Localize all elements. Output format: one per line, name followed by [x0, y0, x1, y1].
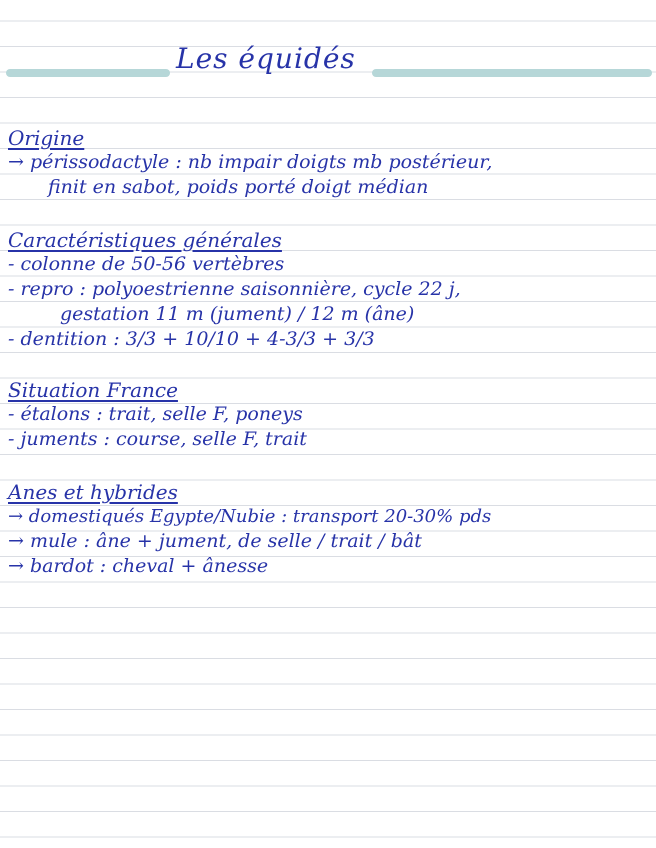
page-title: Les équidés [176, 42, 356, 75]
note-line: - repro : polyoestrienne saisonnière, cycle 22 j, [8, 278, 461, 300]
note-line: → périssodactyle : nb impair doigts mb postérieur, [8, 151, 493, 173]
section-heading: Origine [8, 126, 85, 150]
section-situation-france [8, 378, 307, 452]
note-line: - étalons : trait, selle F, poneys [8, 403, 303, 425]
section-caracteristiques [8, 228, 461, 352]
section-heading: Situation France [8, 378, 178, 402]
title-row [0, 40, 656, 80]
section-heading: Caractéristiques générales [8, 228, 282, 252]
note-line: gestation 11 m (jument) / 12 m (âne) [60, 303, 415, 325]
section-heading: Anes et hybrides [8, 480, 178, 504]
note-line: - juments : course, selle F, trait [8, 428, 307, 450]
section-anes-hybrides [8, 480, 491, 579]
note-line: - colonne de 50-56 vertèbres [8, 253, 285, 275]
note-line: finit en sabot, poids porté doigt médian [48, 176, 429, 198]
title-highlight-left [6, 69, 170, 77]
section-origine [8, 126, 492, 200]
note-line: → bardot : cheval + ânesse [8, 555, 269, 577]
title-highlight-right [372, 69, 652, 77]
note-line: - dentition : 3/3 + 10/10 + 4-3/3 + 3/3 [8, 328, 375, 350]
note-line: → domestiqués Egypte/Nubie : transport 20-30% pds [8, 506, 492, 527]
note-line: → mule : âne + jument, de selle / trait / bât [8, 530, 422, 552]
